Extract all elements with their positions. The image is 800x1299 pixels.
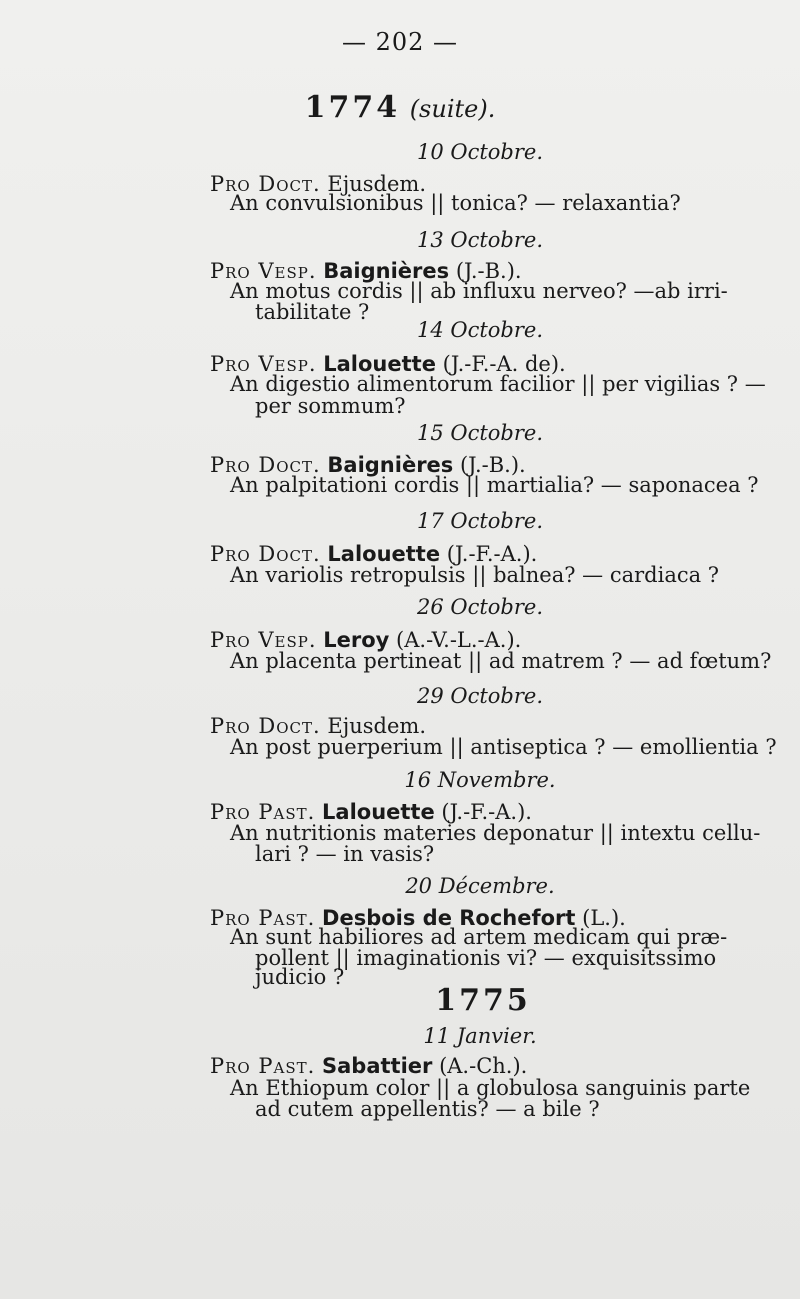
entry-question-line: An motus cordis || ab influxu nerveo? —ab irri- xyxy=(230,279,728,303)
entry-question-line: An digestio alimentorum facilior || per vigilias ? — xyxy=(230,372,766,396)
entry-name: Sabattier xyxy=(322,1054,433,1078)
entry-name: Lalouette xyxy=(323,352,436,376)
entry-date: 17 Octobre. xyxy=(416,509,544,533)
entry-role-line xyxy=(210,1054,527,1078)
entry-role: Pro Doct. xyxy=(210,714,321,738)
entry-role: Pro Vesp. xyxy=(210,259,317,283)
entry-date: 15 Octobre. xyxy=(416,421,544,445)
entry-date: 10 Octobre. xyxy=(416,140,544,164)
entry-name: Baignières xyxy=(327,453,454,477)
entry-role: Pro Past. xyxy=(210,800,316,824)
entry-date: 29 Octobre. xyxy=(416,684,544,708)
entry-question-line: lari ? — in vasis? xyxy=(255,842,435,866)
year-heading xyxy=(0,90,800,125)
entry-initials: (J.-B.). xyxy=(455,259,522,283)
entry-role: Pro Past. xyxy=(210,1054,316,1078)
entry-initials: (A.-Ch.). xyxy=(439,1054,528,1078)
entry-question-line: An Ethiopum color || a globulosa sanguinis parte xyxy=(230,1076,751,1100)
entry-name: Desbois de Rochefort xyxy=(322,906,576,930)
entry-question-line: per sommum? xyxy=(255,394,406,418)
entry-question-line: An palpitationi cordis || martialia? — saponacea ? xyxy=(230,473,759,497)
entry-name: Leroy xyxy=(323,628,390,652)
entry-question-line: An post puerperium || antiseptica ? — emollientia ? xyxy=(230,735,777,759)
entry-initials: (J.-F.-A.). xyxy=(441,800,532,824)
entry-question-line: ad cutem appellentis? — a bile ? xyxy=(255,1097,600,1121)
page-number: — 202 — xyxy=(341,28,459,56)
entry-date: 13 Octobre. xyxy=(416,228,544,252)
entry-date: 20 Décembre. xyxy=(405,874,555,898)
entry-role: Pro Doct. xyxy=(210,453,321,477)
entry-initials: (J.-B.). xyxy=(459,453,526,477)
entry-name: Lalouette xyxy=(322,800,435,824)
entry-initials: (J.-F.-A.). xyxy=(446,542,538,566)
entry-role: Pro Doct. xyxy=(210,172,321,196)
entry-date: 11 Janvier. xyxy=(423,1024,537,1048)
entry-role: Pro Doct. xyxy=(210,542,321,566)
entry-initials: (J.-F.-A. de). xyxy=(442,352,566,376)
year-heading-1775: 1775 xyxy=(435,983,531,1018)
year-heading-year: 1774 xyxy=(304,90,401,125)
entry-role: Pro Vesp. xyxy=(210,628,317,652)
entry-question-line: An placenta pertineat || ad matrem ? — ad fœtum? xyxy=(230,649,772,673)
entry-question-line: judicio ? xyxy=(255,965,345,989)
year-heading-suffix: (suite). xyxy=(409,95,496,123)
entry-role: Pro Vesp. xyxy=(210,352,317,376)
entry-name: Lalouette xyxy=(327,542,441,566)
entry-name: Ejusdem. xyxy=(327,172,426,196)
entry-date: 26 Octobre. xyxy=(416,595,544,619)
entry-question-line: pollent || imaginationis vi? — exquisitssimo xyxy=(255,946,717,970)
entry-name: Baignières xyxy=(323,259,450,283)
entry-role: Pro Past. xyxy=(210,906,316,930)
entry-initials: (A.-V.-L.-A.). xyxy=(396,628,522,652)
entry-question-line: An variolis retropulsis || balnea? — cardiaca ? xyxy=(230,563,720,587)
entry-question-line: An convulsionibus || tonica? — relaxantia? xyxy=(230,191,681,215)
entry-initials: (L.). xyxy=(582,906,626,930)
entry-question-line: tabilitate ? xyxy=(255,300,370,324)
entry-question-line: An sunt habiliores ad artem medicam qui præ- xyxy=(230,925,728,949)
entry-date: 16 Novembre. xyxy=(404,768,556,792)
entry-date: 14 Octobre. xyxy=(416,318,544,342)
entry-name: Ejusdem. xyxy=(327,714,426,738)
entry-question-line: An nutritionis materies deponatur || intextu cellu- xyxy=(230,821,761,845)
